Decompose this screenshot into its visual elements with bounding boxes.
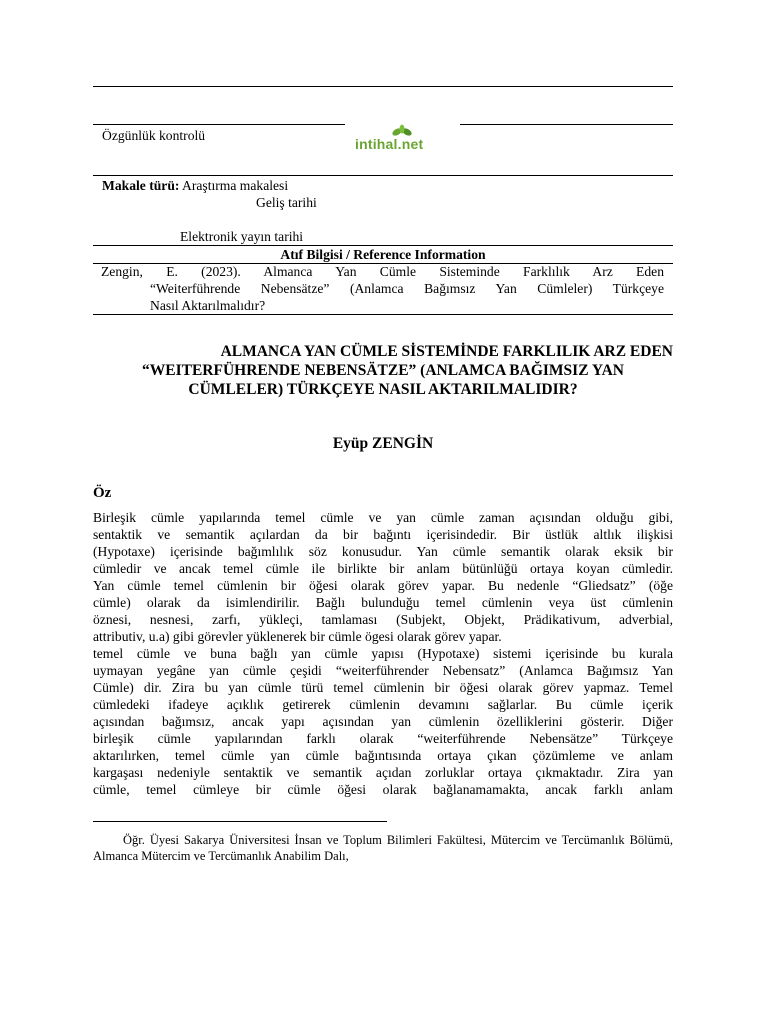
online-date-label: Elektronik yayın tarihi — [180, 229, 304, 244]
abstract-line: öznesi, nesnesi, zarfı, yükleçi, tamlaması (Subjekt, Objekt, Prädikativum, adverbial, — [93, 612, 673, 627]
abstract-line: cümledir ve ancak temel cümle ile birlikte bir anlam bütünlüğü ortaya koyan cümledir. — [93, 561, 673, 576]
logo-text: intihal.net — [355, 136, 424, 152]
abstract-line: cümle, temel cümleye bir cümle öğesi olarak bağlanamamakta, ancak farklı anlam — [93, 782, 673, 797]
abstract-line: (Hypotaxe) içerisinde bağımlılık söz konusudur. Yan cümle semantik olarak eksik bir — [93, 544, 673, 559]
article-type-label: Makale türü: — [102, 178, 180, 193]
article-type-rule — [93, 175, 673, 176]
received-date-label: Geliş tarihi — [256, 195, 317, 210]
citation-line-2: “Weiterführende Nebensätze” (Anlamca Bağımsız Yan Cümleler) Türkçeye — [150, 281, 664, 296]
abstract-heading: Öz — [93, 485, 112, 501]
abstract-line: aktarılırken, temel cümle yan cümle bağıntısında ortaya çıkan çözümleme ve anlam — [93, 748, 673, 763]
article-type-value: Araştırma makalesi — [179, 178, 289, 193]
paper-title-line-2: “WEITERFÜHRENDE NEBENSÄTZE” (ANLAMCA BAĞIMSIZ YAN — [141, 362, 624, 379]
intihal-logo — [355, 124, 455, 154]
abstract-line: attributiv, u.a) gibi görevler yüklenerek bir cümle ögesi olarak görev yapar. — [93, 629, 502, 644]
paper-title-line-1: ALMANCA YAN CÜMLE SİSTEMİNDE FARKLILIK ARZ EDEN — [220, 343, 673, 360]
abstract-line: sentaktik ve semantik açılardan da bir bağıntı içerisindedir. Bir üstlük altlık ilişkisi — [93, 527, 673, 542]
abstract-line: cümledeki ifadeye açıklık getirerek cümlenin devamını sağlarlar. Bu cümle içerik — [93, 697, 673, 712]
citation-line-1: Zengin, E. (2023). Almanca Yan Cümle Sisteminde Farklılık Arz Eden — [101, 264, 664, 279]
citation-heading: Atıf Bilgisi / Reference Information — [280, 247, 486, 262]
originality-left-rule — [93, 124, 345, 125]
paper-title-line-3: CÜMLELER) TÜRKÇEYE NASIL AKTARILMALIDIR? — [188, 381, 578, 398]
abstract-line: kargaşası nedeniyle sentaktik ve semantik açıdan zorluklar ortaya çıkmaktadır. Zira yan — [93, 765, 673, 780]
abstract-line: Birleşik cümle yapılarında temel cümle ve yan cümle zaman açısından olduğu gibi, — [93, 510, 673, 525]
abstract-line: birleşik cümle yapılarından farklı olarak “weiterführende Nebensätze” Türkçeye — [93, 731, 673, 746]
originality-right-rule — [460, 124, 673, 125]
citation-line-3: Nasıl Aktarılmalıdır? — [150, 298, 266, 313]
citation-bottom-rule — [93, 314, 673, 315]
abstract-line: cümle) olarak da isimlendirilir. Bağlı bulunduğu temel cümlenin veya üst cümlenin — [93, 595, 673, 610]
abstract-line: temel cümle ve buna bağlı yan cümle yapısı (Hypotaxe) sistemi içerisinde bu kurala — [93, 646, 673, 661]
footnote-rule — [93, 821, 387, 822]
abstract-line: Cümle) dir. Zira bu yan cümle türü temel cümlenin bir öğesi olarak görev yapmaz. Temel — [93, 680, 673, 695]
abstract-line: açısından bağımsız, ancak yapı açısından yan cümlenin özelliklerini gösterir. Diğer — [93, 714, 673, 729]
top-rule — [93, 86, 673, 87]
originality-label: Özgünlük kontrolü — [102, 128, 206, 143]
footnote-text: Öğr. Üyesi Sakarya Üniversitesi İnsan ve Toplum Bilimleri Fakültesi, Mütercim ve Tercümanlık Bölümü, Almanca Mütercim ve Tercümanlık Anabilim Dalı, — [93, 833, 673, 863]
author-name: Eyüp ZENGİN — [332, 435, 434, 452]
article-type — [102, 177, 288, 194]
abstract-line: Yan cümle temel cümlenin bir öğesi olarak görev yapar. Bu nedenle “Gliedsatz” (öğe — [93, 578, 673, 593]
abstract-line: uymayan yegâne yan cümle çeşidi “weiterführender Nebensatz” (Anlamca Bağımsız Yan — [93, 663, 673, 678]
